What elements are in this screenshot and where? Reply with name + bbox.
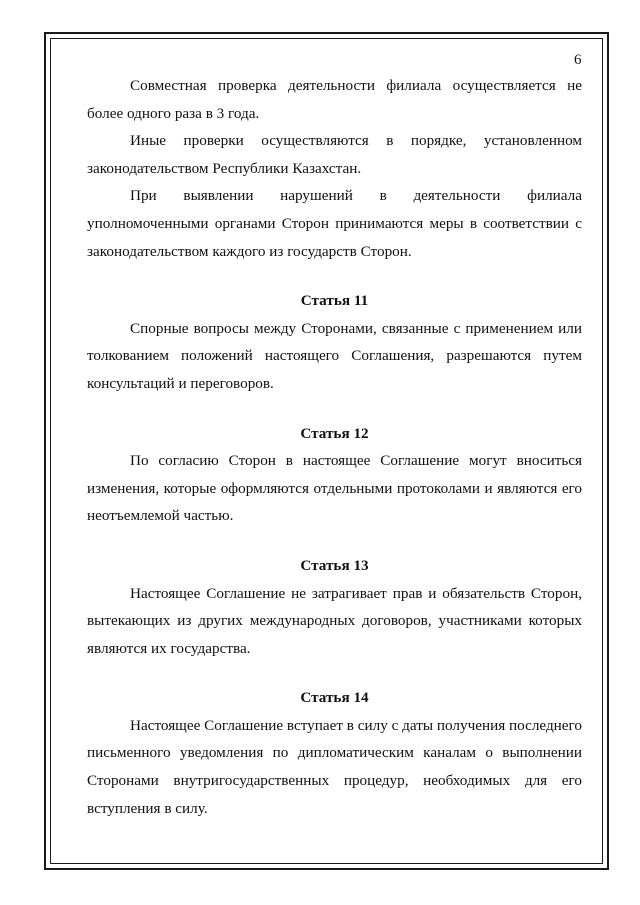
article-text: Спорные вопросы между Сторонами, связанные с применением или толкованием положений настоящего Соглашения, разрешаются путем консультаций и переговоров. bbox=[87, 319, 582, 392]
article-text: Настоящее Соглашение не затрагивает прав и обязательств Сторон, вытекающих из других международных договоров, участниками которых являются их государства. bbox=[87, 584, 582, 657]
article-11 bbox=[87, 287, 582, 397]
article-12 bbox=[87, 420, 582, 530]
article-text: Настоящее Соглашение вступает в силу с даты получения последнего письменного уведомления по дипломатическим каналам о выполнении Сторонами внутригосударственных процедур, необходимых для его вступления в силу. bbox=[87, 716, 582, 817]
paragraph-joint-inspection: Совместная проверка деятельности филиала осуществляется не более одного раза в 3 года. bbox=[87, 77, 582, 122]
article-14 bbox=[87, 684, 582, 822]
page-number: 6 bbox=[574, 52, 582, 68]
article-title: Статья 11 bbox=[300, 292, 369, 310]
article-title: Статья 12 bbox=[300, 424, 369, 442]
document-body bbox=[87, 72, 582, 822]
article-text: По согласию Сторон в настоящее Соглашение могут вноситься изменения, которые оформляются отдельными протоколами и являются его неотъемлемой частью. bbox=[87, 452, 582, 525]
paragraph-violations: При выявлении нарушений в деятельности филиала уполномоченными органами Сторон принимаются меры в соответствии с законодательством каждого из государств Сторон. bbox=[87, 187, 582, 260]
article-title: Статья 13 bbox=[300, 556, 369, 574]
article-13 bbox=[87, 552, 582, 662]
paragraph-other-inspections: Иные проверки осуществляются в порядке, установленном законодательством Республики Казахстан. bbox=[87, 132, 582, 177]
article-title: Статья 14 bbox=[300, 689, 369, 707]
